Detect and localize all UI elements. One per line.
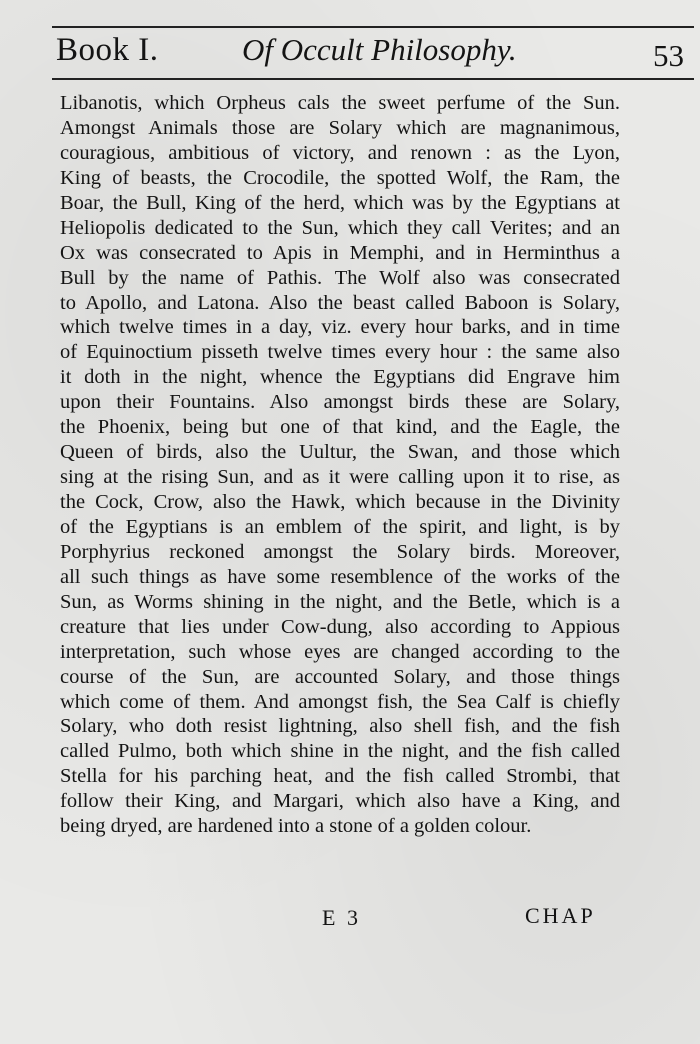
signature-mark: E 3 [322, 905, 361, 930]
text-line: Libanotis, which Orpheus cals the sweet perfume of the Sun. [60, 92, 620, 114]
text-line: it doth in the night, whence the Egyptians did Engrave him [60, 366, 620, 389]
text-line: couragious, ambitious of victory, and renown : as the Lyon, [60, 141, 620, 164]
running-title: Of Occult Philosophy. [242, 32, 517, 67]
text-line: sing at the rising Sun, and as it were calling upon it to rise, as [60, 466, 620, 489]
text-line: interpretation, such whose eyes are changed according to the [60, 640, 620, 663]
text-line: Stella for his parching heat, and the fish called Strombi, that [60, 765, 620, 788]
text-line: which twelve times in a day, viz. every hour barks, and in time [60, 316, 620, 339]
text-line: creature that lies under Cow-dung, also according to Appious [60, 615, 620, 638]
text-line: to Apollo, and Latona. Also the beast called Baboon is Solary, [60, 291, 620, 314]
text-line: Amongst Animals those are Solary which are magnanimous, [60, 116, 620, 139]
text-line: King of beasts, the Crocodile, the spotted Wolf, the Ram, the [60, 166, 620, 189]
top-rule [52, 26, 694, 28]
book-label: Book I. [56, 32, 159, 68]
text-line: Solary, who doth resist lightning, also shell fish, and the fish [60, 715, 620, 738]
text-line: Ox was consecrated to Apis in Memphi, and in Herminthus a [60, 241, 620, 264]
body-text [60, 91, 620, 839]
text-line: course of the Sun, are accounted Solary, and those things [60, 665, 620, 688]
catchword: CHAP [525, 903, 596, 928]
text-line: the Phoenix, being but one of that kind, and the Eagle, the [60, 416, 620, 439]
text-line: Bull by the name of Pathis. The Wolf also was consecrated [60, 266, 620, 289]
header-rule [52, 78, 694, 80]
text-line: Boar, the Bull, King of the herd, which was by the Egyptians at [60, 191, 620, 214]
text-line: of Equinoctium pisseth twelve times every hour : the same also [60, 341, 620, 364]
text-line: Heliopolis dedicated to the Sun, which they call Verites; and an [60, 216, 620, 239]
text-line: which come of them. And amongst fish, the Sea Calf is chiefly [60, 690, 620, 713]
text-line: upon their Fountains. Also amongst birds these are Solary, [60, 391, 620, 414]
text-line: Sun, as Worms shining in the night, and the Betle, which is a [60, 590, 620, 613]
text-line: Porphyrius reckoned amongst the Solary birds. Moreover, [60, 540, 620, 563]
text-line: the Cock, Crow, also the Hawk, which because in the Divinity [60, 491, 620, 513]
text-line: of the Egyptians is an emblem of the spirit, and light, is by [60, 515, 620, 538]
page-number: 53 [653, 38, 684, 73]
text-line: being dryed, are hardened into a stone of a golden colour. [60, 815, 532, 838]
running-header [56, 30, 686, 74]
text-line: all such things as have some resemblence of the works of the [60, 565, 620, 588]
text-line: Queen of birds, also the Uultur, the Swan, and those which [60, 441, 620, 464]
text-line: called Pulmo, both which shine in the night, and the fish called [60, 740, 620, 763]
text-line: follow their King, and Margari, which also have a King, and [60, 790, 620, 813]
